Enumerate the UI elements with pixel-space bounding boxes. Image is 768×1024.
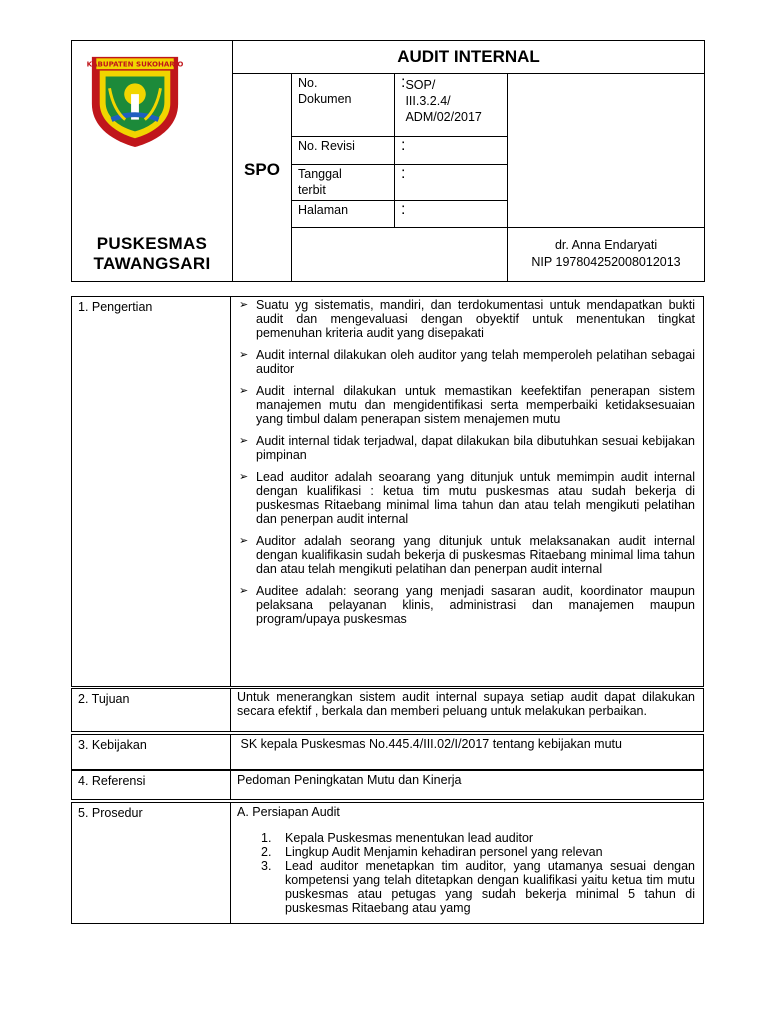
arrow-right-icon: ➢ [239,585,249,597]
signer-name: dr. Anna Endaryati [554,238,658,252]
pengertian-item [237,470,695,526]
pengertian-item-text: Audit internal dilakukan untuk memastikan keefektifan penerapan sistem manajemen mutu dan mengidentifikasi serta memperbaiki ketidaksesuaian yang timbul dalam penerapan sistem menajemen mutu [256,384,695,426]
arrow-right-icon: ➢ [239,471,249,483]
pengertian-item [237,534,695,576]
referensi-label: 4. Referensi [72,771,231,800]
date-label: Tanggal terbit [292,165,395,201]
doc-no-text: SOP/ III.3.2.4/ ADM/02/2017 [405,78,482,124]
header-table [71,40,705,282]
pengertian-item-text: Auditee adalah: seorang yang menjadi sasaran audit, koordinator maupun pelaksana pelayanan klinis, administrasi dan manajemen maupun program/upaya puskesmas [256,584,695,626]
logo-cell [72,41,233,282]
pengertian-item-text: Lead auditor adalah seoarang yang ditunjuk untuk memimpin audit internal dengan kualifikasi : ketua tim mutu puskesmas atau sudah bekerja di puskesmas Ritaebang minimal lima tahun dan atau telah mengikuti pelatihan dan penerpan audit internal [256,470,695,526]
section-kebijakan [71,734,704,770]
doc-no-value [395,74,508,137]
doc-no-label: No. Dokumen [292,74,395,137]
arrow-right-icon: ➢ [239,435,249,447]
page-label: Halaman [292,201,395,228]
prosedur-label: 5. Prosedur [72,803,231,924]
tujuan-text: Untuk menerangkan sistem audit internal supaya setiap audit dapat dilakukan secara efektif , berkala dan memberi peluang untuk melakukan perbaikan. [231,689,704,732]
pengertian-item [237,584,695,626]
prosedur-content [231,803,704,924]
date-value: : [395,165,508,201]
tujuan-label: 2. Tujuan [72,689,231,732]
prosedur-step-number: 2. [261,845,272,859]
arrow-right-icon: ➢ [239,299,249,311]
kabupaten-sukoharjo-emblem-icon [86,51,184,149]
section-referensi [71,770,704,800]
page-value: : [395,201,508,228]
org-name-line2: TAWANGSARI [93,254,211,273]
pengertian-item [237,384,695,426]
pengertian-content [231,297,704,687]
section-pengertian [71,296,704,687]
pengertian-item-text: Suatu yg sistematis, mandiri, dan terdokumentasi untuk mendapatkan bukti audit dan mengevaluasi dengan obyektif untuk menentukan tingkat pemenuhan kriteria audit yang disepakati [256,298,695,340]
kebijakan-text: SK kepala Puskesmas No.445.4/III.02/I/2017 tentang kebijakan mutu [231,735,704,770]
pengertian-item-text: Audit internal dilakukan oleh auditor yang telah memperoleh pelatihan sebagai auditor [256,348,695,376]
prosedur-step [237,845,695,859]
signature-blank-cell [508,74,705,228]
arrow-right-icon: ➢ [239,385,249,397]
prosedur-step-text: Lead auditor menetapkan tim auditor, yang utamanya sesuai dengan kompetensi yang telah ditetapkan dengan kualifikasi yaitu ketua tim mutu puskesmas atau petugas yang sudah bekerja minimal 5 tahun di puskesmas Ritaebang atau yamg [285,859,695,915]
doc-no-colon: : [401,74,406,91]
arrow-right-icon: ➢ [239,349,249,361]
prosedur-step-number: 3. [261,859,272,873]
revision-label: No. Revisi [292,137,395,165]
revision-value: : [395,137,508,165]
pengertian-item [237,434,695,462]
pengertian-item-text: Auditor adalah seorang yang ditunjuk untuk melaksanakan audit internal dengan kualifikasin sudah bekerja di puskesmas Ritaebang minimal lima tahun dan atau telah mengikuti pelatihan dan penerpan audit internal [256,534,695,576]
pengertian-list [237,298,695,626]
section-prosedur [71,802,704,924]
prosedur-step [237,831,695,845]
section-tujuan [71,688,704,732]
pengertian-item [237,298,695,340]
prosedur-step-number: 1. [261,831,272,845]
org-name [72,234,232,274]
blank-meta-cell [292,228,508,282]
signer-nip: NIP 197804252008012013 [531,255,681,269]
kebijakan-label: 3. Kebijakan [72,735,231,770]
pengertian-item-text: Audit internal tidak terjadwal, dapat dilakukan bila dibutuhkan sesuai kebijakan pimpinan [256,434,695,462]
pengertian-item [237,348,695,376]
prosedur-step-text: Kepala Puskesmas menentukan lead auditor [285,831,534,845]
signature-block [508,228,705,282]
org-name-line1: PUSKESMAS [96,234,208,253]
prosedur-step [237,859,695,915]
prosedur-steps [237,831,695,915]
prosedur-step-text: Lingkup Audit Menjamin kehadiran personel yang relevan [285,845,603,859]
arrow-right-icon: ➢ [239,535,249,547]
prosedur-heading: A. Persiapan Audit [237,805,340,819]
referensi-text: Pedoman Peningkatan Mutu dan Kinerja [231,771,704,800]
document-title: AUDIT INTERNAL [233,41,705,74]
pengertian-label: 1. Pengertian [72,297,231,687]
spo-label: SPO [233,74,292,282]
logo-caption: KABUPATEN SUKOHARJO [86,59,184,69]
